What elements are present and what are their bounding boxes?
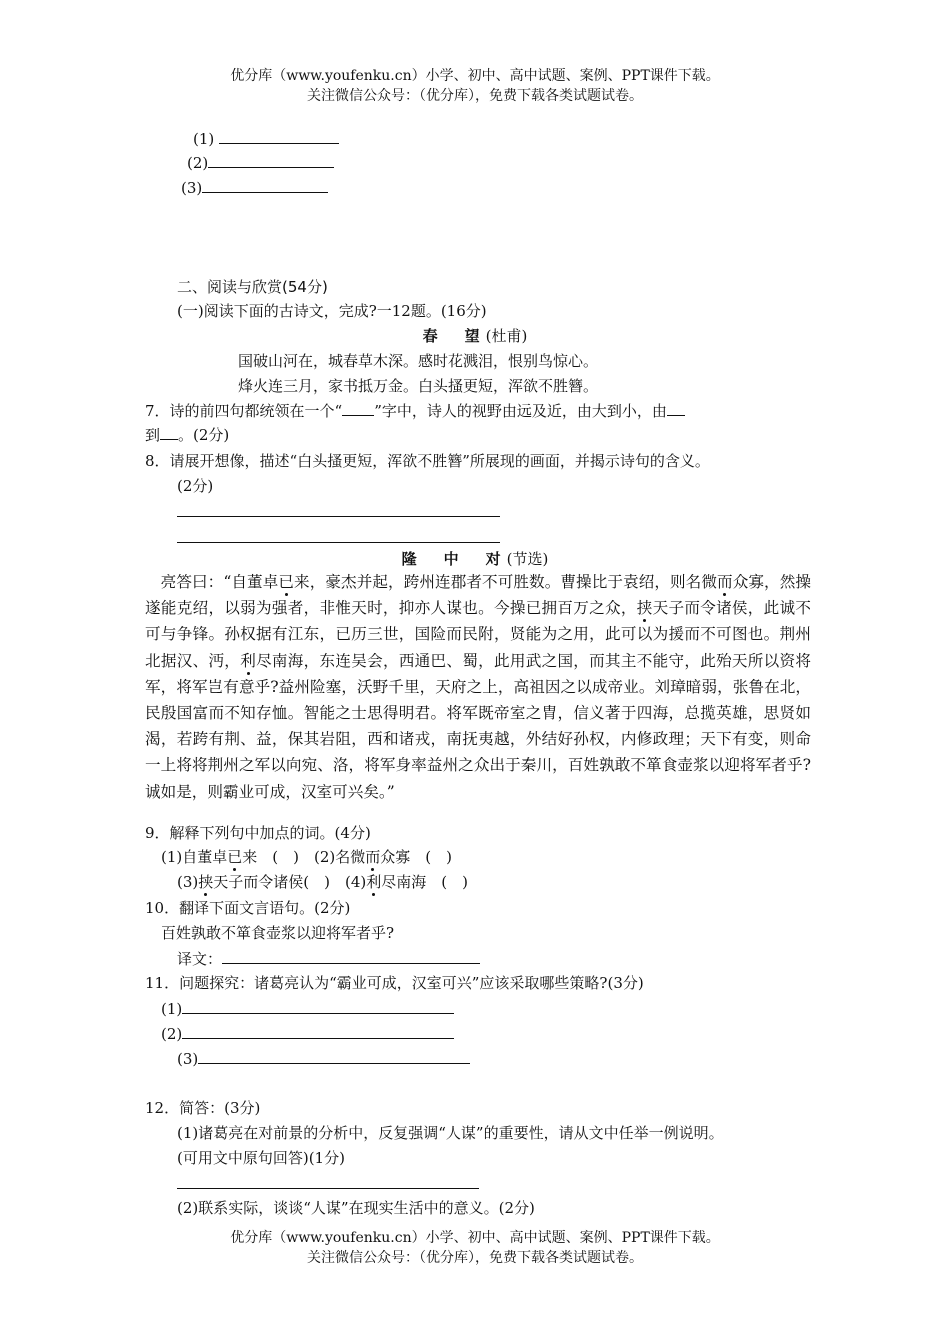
footer-line-2: 关注微信公众号：（优分库），免费下载各类试题试卷。 [307, 1250, 643, 1266]
passage-title-line [0, 549, 950, 569]
question-12-sub-1-note: (可用文中原句回答)(1分) [177, 1149, 345, 1167]
answer-blank[interactable] [219, 128, 339, 144]
question-8-score: (2分) [177, 477, 214, 495]
answer-blank[interactable] [198, 1048, 470, 1064]
answer-line[interactable] [177, 1188, 479, 1189]
poem-author: (杜甫) [485, 327, 528, 345]
answer-blank[interactable] [160, 425, 178, 440]
answer-blank[interactable] [208, 152, 334, 168]
question-10-answer: 译文： [177, 948, 480, 969]
answer-blank[interactable] [182, 1023, 454, 1039]
dotted-word: 挟 [198, 873, 214, 891]
blank-item-2: (2) [187, 152, 334, 173]
answer-blank[interactable] [667, 401, 685, 416]
question-12-sub-1: (1)诸葛亮在对前景的分析中，反复强调“人谋”的重要性，请从文中任举一例说明。 [177, 1124, 724, 1142]
dotted-word: 已 [227, 848, 243, 866]
question-9: 9．解释下列句中加点的词。(4分) [145, 824, 371, 842]
header-line-2: 关注微信公众号：（优分库），免费下载各类试题试卷。 [307, 88, 643, 104]
section-heading: 二、阅读与欣赏(54分) [177, 278, 328, 296]
blank-item-1: (1) [193, 128, 339, 149]
dotted-word: 而 [717, 573, 733, 591]
answer-blank[interactable] [202, 177, 328, 193]
header-line-1: 优分库（www.youfenku.cn）小学、初中、高中试题、案例、PPT课件下载。 [230, 68, 720, 84]
dotted-word: 挟 [636, 599, 653, 618]
dotted-word: 利 [366, 873, 382, 891]
section-sub-1: (一)阅读下面的古诗文，完成?一12题。(16分) [177, 302, 487, 320]
passage-title: 隆 中 对 [401, 550, 507, 568]
passage-body: 亮答曰：“自董卓已来，豪杰并起，跨州连郡者不可胜数。曹操比于袁绍，则名微而众寡，然操遂能克绍，以弱为强者，非惟天时，抑亦人谋也。今操已拥百万之众，挟天子而令诸侯，此诚不可与争锋。孙权据有江东，已历三世，国险而民附，贤能为之用，此可以为援而不可图也。荆州北据汉、沔，利尽南海，东连吴会，西通巴、蜀，此用武之国，而其主不能守，此殆天所以资将军，将军岂有意乎?益州险塞，沃野千里，天府之上，高祖因之以成帝业。刘璋暗弱，张鲁在北，民殷国富而不知存恤。智能之士思得明君。将军既帝室之胄，信义著于四海，总揽英雄，思贤如渴，若跨有荆、益，保其岩阻，西和诸戎，南抚夷越，外结好孙权，内修政理；天下有变，则命一上将将荆州之军以向宛、洛，将军身率益州之众出于秦川，百姓孰敢不箪食壶浆以迎将军者乎?诚如是，则霸业可成，汉室可兴矣。” [145, 573, 811, 801]
question-11-item-3: (3) [177, 1048, 470, 1069]
poem-line-1: 国破山河在，城春草木深。感时花溅泪，恨别鸟惊心。 [238, 352, 599, 370]
question-12: 12．简答：(3分) [145, 1099, 261, 1117]
footer-line-1: 优分库（www.youfenku.cn）小学、初中、高中试题、案例、PPT课件下载。 [230, 1230, 720, 1246]
question-8: 8．请展开想像，描述“白头搔更短，浑欲不胜簪”所展现的画面，并揭示诗句的含义。 [145, 452, 710, 470]
question-11: 11．问题探究：诸葛亮认为“霸业可成，汉室可兴”应该采取哪些策略?(3分) [145, 974, 644, 992]
poem-title-line [0, 326, 950, 346]
passage-note: (节选) [506, 550, 549, 568]
answer-blank[interactable] [342, 401, 374, 416]
answer-blank[interactable] [182, 998, 454, 1014]
dotted-word: 利 [240, 651, 257, 670]
answer-line[interactable] [177, 516, 500, 517]
poem-line-2: 烽火连三月，家书抵万金。白头搔更短，浑欲不胜簪。 [238, 377, 599, 395]
question-7-cont: 到 。(2分) [145, 426, 230, 444]
dotted-word: 已 [278, 573, 295, 591]
question-9-row-2: (3)挟天子而令诸侯( ) (4)利尽南海 ( ) [177, 873, 468, 891]
question-7: 7．诗的前四句都统领在一个“ ”字中，诗人的视野由远及近，由大到小，由 [145, 401, 685, 421]
question-10-sentence: 百姓孰敢不箪食壶浆以迎将军者乎? [161, 924, 395, 942]
question-9-row-1: (1)自董卓已来 ( ) (2)名微而众寡 ( ) [161, 848, 452, 866]
answer-blank[interactable] [222, 948, 480, 964]
dotted-word: 而 [365, 848, 381, 866]
question-10: 10．翻译下面文言语句。(2分) [145, 899, 351, 917]
question-11-item-2: (2) [161, 1023, 454, 1044]
question-11-item-1: (1) [161, 998, 454, 1019]
answer-line[interactable] [177, 542, 500, 543]
blank-item-3: (3) [181, 177, 328, 198]
poem-title: 春 望 [422, 327, 486, 345]
question-12-sub-2: (2)联系实际，谈谈“人谋”在现实生活中的意义。(2分) [177, 1199, 535, 1217]
